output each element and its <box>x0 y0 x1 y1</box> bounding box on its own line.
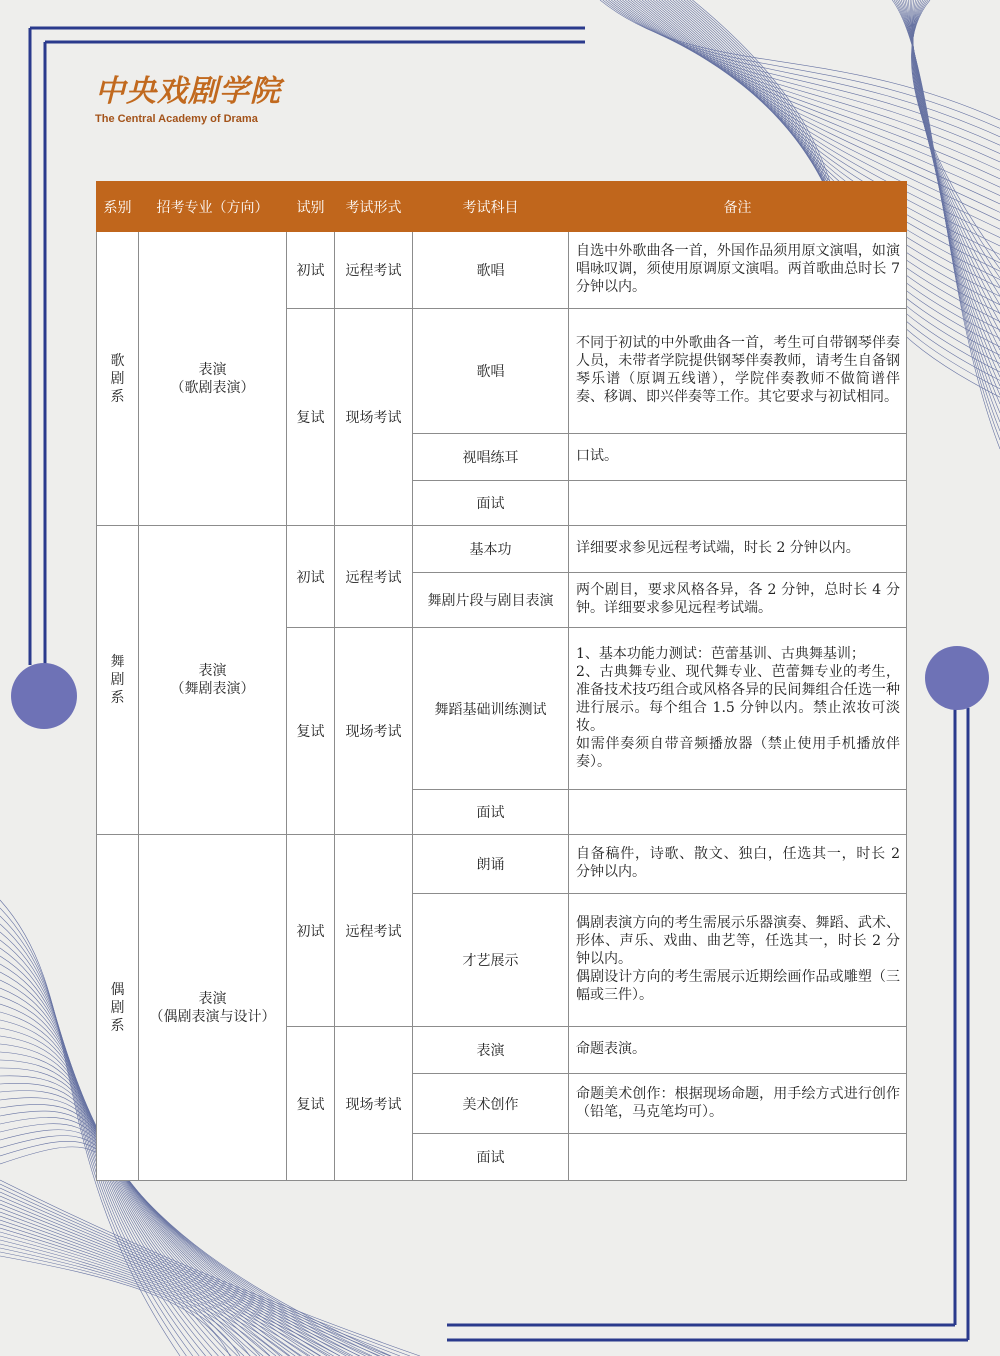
remarks-line: 命题表演。 <box>576 1041 646 1057</box>
major-line: 表演 <box>198 361 227 378</box>
remarks-cell <box>569 1134 907 1181</box>
major-cell <box>139 835 287 1181</box>
remarks-line: 2、古典舞专业、现代舞专业、芭蕾舞专业的考生，准备技术技巧组合或风格各异的民间舞组合任选一种进行展示。每个组合 1.5 分钟以内。禁止浓妆可淡妆。 <box>576 663 900 734</box>
logo-chinese-name: 中央戏剧学院 <box>95 74 281 109</box>
table-row <box>97 835 907 894</box>
decorative-circle-right <box>925 646 989 710</box>
major-line: （舞剧表演） <box>170 681 255 697</box>
wave-line <box>0 1196 380 1356</box>
subject-cell: 面试 <box>413 1134 569 1181</box>
remarks-cell <box>569 790 907 835</box>
major-cell <box>139 232 287 526</box>
remarks-cell <box>569 1027 907 1074</box>
academy-logo <box>95 74 281 126</box>
remarks-cell <box>569 481 907 526</box>
remarks-line: 偶剧表演方向的考生需展示乐器演奏、舞蹈、武术、形体、声乐、戏曲、曲艺等，任选其一，时长 2 分钟以内。 <box>576 915 900 967</box>
wave-line <box>0 1252 240 1356</box>
remarks-line: 命题美术创作：根据现场命题，用手绘方式进行创作（铅笔，马克笔均可）。 <box>576 1085 900 1120</box>
header-subject: 考试科目 <box>413 182 569 232</box>
exam-form-cell: 远程考试 <box>335 232 413 309</box>
subject-cell: 歌唱 <box>413 232 569 309</box>
major-line: 表演 <box>198 663 227 679</box>
remarks-cell <box>569 835 907 894</box>
wave-line <box>0 1224 310 1356</box>
exam-form-cell: 现场考试 <box>335 1027 413 1181</box>
remarks-line: 自备稿件，诗歌、散文、独白，任选其一，时长 2 分钟以内。 <box>576 846 900 880</box>
wave-line <box>606 0 1000 137</box>
subject-cell: 面试 <box>413 790 569 835</box>
exam-form-cell: 远程考试 <box>335 835 413 1027</box>
logo-english-name: The Central Academy of Drama <box>95 113 258 125</box>
table-row <box>97 232 907 309</box>
remarks-cell <box>569 573 907 628</box>
subject-cell: 视唱练耳 <box>413 434 569 481</box>
major-line: （偶剧表演与设计） <box>149 1008 276 1025</box>
round-cell: 初试 <box>287 232 335 309</box>
remarks-cell <box>569 434 907 481</box>
header-department: 系别 <box>97 182 139 232</box>
exam-form-cell: 现场考试 <box>335 628 413 835</box>
subject-cell: 表演 <box>413 1027 569 1074</box>
remarks-line: 不同于初试的中外歌曲各一首，考生可自带钢琴伴奏人员，未带者学院提供钢琴伴奏教师，请考生自备钢琴乐谱（原调五线谱），学院伴奏教师不做简谱伴奏、移调、即兴伴奏等工作。其它要求与初试相同。 <box>576 335 900 405</box>
wave-line <box>0 1200 370 1356</box>
remarks-line: 口试。 <box>576 448 618 464</box>
round-cell: 初试 <box>287 526 335 628</box>
round-cell: 复试 <box>287 309 335 526</box>
header-round: 试别 <box>287 182 335 232</box>
exam-form-cell: 现场考试 <box>335 309 413 526</box>
table-row <box>97 526 907 573</box>
remarks-cell <box>569 526 907 573</box>
subject-cell: 才艺展示 <box>413 894 569 1027</box>
table-header-row <box>97 182 907 232</box>
round-cell: 复试 <box>287 1027 335 1181</box>
decorative-circle-left <box>11 663 77 729</box>
remarks-line: 如需伴奏须自带音频播放器（禁止使用手机播放伴奏）。 <box>576 735 900 770</box>
wave-line <box>912 0 1000 350</box>
remarks-cell <box>569 309 907 434</box>
remarks-cell <box>569 1074 907 1134</box>
remarks-line: 自选中外歌曲各一首，外国作品须用原文演唱，如演唱咏叹调，须使用原调原文演唱。两首歌曲总时长 7 分钟以内。 <box>576 243 900 295</box>
wave-line <box>600 0 1000 120</box>
department-name: 歌剧系 <box>110 352 125 405</box>
wave-line <box>617 0 1000 170</box>
remarks-line: 详细要求参见远程考试端，时长 2 分钟以内。 <box>576 540 860 556</box>
wave-line <box>911 0 1000 260</box>
department-cell <box>97 526 139 835</box>
header-exam-form: 考试形式 <box>335 182 413 232</box>
department-name: 舞剧系 <box>110 654 125 706</box>
subject-cell: 歌唱 <box>413 309 569 434</box>
round-cell: 初试 <box>287 835 335 1027</box>
round-cell: 复试 <box>287 628 335 835</box>
department-cell <box>97 835 139 1181</box>
remarks-cell <box>569 894 907 1027</box>
remarks-line: 1、基本功能力测试：芭蕾基训、古典舞基训； <box>576 645 865 662</box>
header-major: 招考专业（方向） <box>139 182 287 232</box>
remarks-line: 两个剧目，要求风格各异，各 2 分钟，总时长 4 分钟。详细要求参见远程考试端。 <box>576 582 900 616</box>
major-cell <box>139 526 287 835</box>
remarks-line: 偶剧设计方向的考生需展示近期绘画作品或雕塑（三幅或三件）。 <box>576 969 900 1003</box>
wave-line <box>0 1180 420 1356</box>
exam-schedule-table <box>96 181 907 1181</box>
subject-cell: 舞剧片段与剧目表演 <box>413 573 569 628</box>
major-line: 表演 <box>198 990 227 1007</box>
subject-cell: 朗诵 <box>413 835 569 894</box>
header-remarks: 备注 <box>569 182 907 232</box>
department-cell <box>97 232 139 526</box>
subject-cell: 舞蹈基础训练测试 <box>413 628 569 790</box>
wave-line <box>892 0 1000 449</box>
department-name: 偶剧系 <box>110 981 125 1034</box>
wave-line <box>910 0 1000 359</box>
subject-cell: 面试 <box>413 481 569 526</box>
subject-cell: 美术创作 <box>413 1074 569 1134</box>
remarks-cell <box>569 628 907 790</box>
subject-cell: 基本功 <box>413 526 569 573</box>
remarks-cell <box>569 232 907 309</box>
major-line: （歌剧表演） <box>170 379 255 396</box>
exam-form-cell: 远程考试 <box>335 526 413 628</box>
